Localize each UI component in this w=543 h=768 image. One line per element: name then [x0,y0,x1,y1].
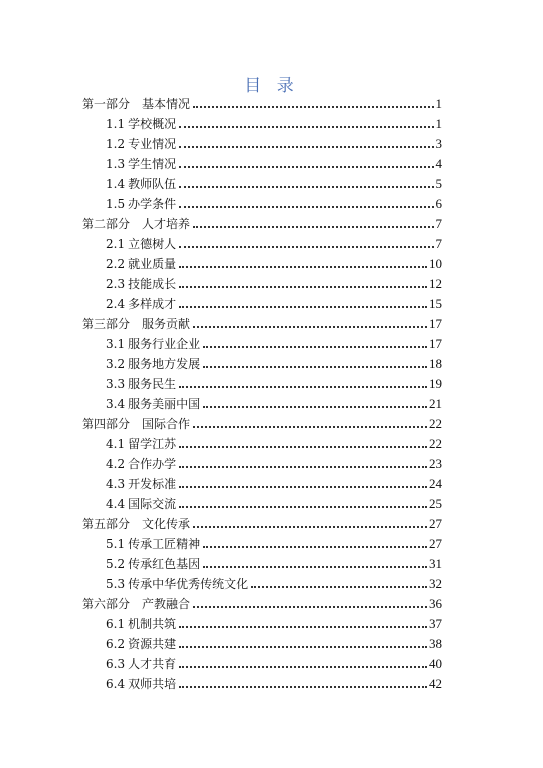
toc-entry-text: 开发标准 [128,477,177,491]
toc-entry-label [82,216,193,232]
toc-entry-label [106,616,179,632]
toc-entry-page-number: 18 [429,356,442,371]
dot-leader [179,306,427,308]
toc-entry-text: 就业质量 [128,257,177,271]
dot-leader [179,166,433,168]
toc-entry-label [106,576,251,592]
toc-entry-page-number: 21 [429,396,442,411]
toc-section-entry[interactable] [106,572,442,592]
toc-entry-text: 文化传承 [142,517,191,531]
toc-entry-number: 2.1 [106,237,126,251]
toc-entry-number: 4.2 [106,457,126,471]
toc-section-entry[interactable] [106,112,442,132]
toc-entry-page-number: 36 [429,596,442,611]
toc-entry-label [106,356,203,372]
toc-part-entry[interactable] [82,592,442,612]
toc-entry-label [106,236,179,252]
toc-entry-page-number: 17 [429,336,442,351]
toc-entry-number: 第一部分 [82,97,131,111]
toc-entry-page-number: 19 [429,376,442,391]
toc-entry-text: 学生情况 [128,157,177,171]
toc-entry-text: 教师队伍 [128,177,177,191]
dot-leader [179,506,427,508]
dot-leader [193,606,427,608]
toc-entry-text: 国际交流 [128,497,177,511]
toc-entry-number: 第四部分 [82,417,131,431]
toc-entry-text: 技能成长 [128,277,177,291]
toc-section-entry[interactable] [106,332,442,352]
toc-entry-page-number: 4 [435,156,442,171]
toc-section-entry[interactable] [106,652,442,672]
toc-section-entry[interactable] [106,252,442,272]
toc-section-entry[interactable] [106,132,442,152]
toc-entry-page-number: 37 [429,616,442,631]
toc-section-entry[interactable] [106,232,442,252]
toc-entry-number: 第五部分 [82,517,131,531]
toc-entry-label [106,436,179,452]
toc-section-entry[interactable] [106,472,442,492]
toc-entry-label [106,556,203,572]
toc-entry-number: 6.2 [106,637,126,651]
toc-entry-text: 机制共筑 [128,617,177,631]
toc-entry-label [82,516,193,532]
toc-section-entry[interactable] [106,272,442,292]
toc-entry-label [106,676,179,692]
toc-entry-number: 6.3 [106,657,126,671]
toc-entry-label [106,336,203,352]
toc-part-entry[interactable] [82,312,442,332]
toc-entry-page-number: 1 [435,116,442,131]
toc-section-entry[interactable] [106,612,442,632]
toc-entry-number: 3.3 [106,377,126,391]
toc-section-entry[interactable] [106,292,442,312]
dot-leader [203,346,427,348]
toc-entry-text: 服务地方发展 [128,357,201,371]
toc-section-entry[interactable] [106,172,442,192]
toc-entry-text: 专业情况 [128,137,177,151]
toc-entry-text: 人才共育 [128,657,177,671]
toc-entry-text: 合作办学 [128,457,177,471]
toc-part-entry[interactable] [82,412,442,432]
toc-entry-text: 办学条件 [128,197,177,211]
toc-section-entry[interactable] [106,152,442,172]
toc-entry-page-number: 22 [429,416,442,431]
toc-title: 目 录 [244,76,299,96]
toc-entry-number: 6.4 [106,677,126,691]
toc-section-entry[interactable] [106,192,442,212]
toc-section-entry[interactable] [106,672,442,692]
dot-leader [179,146,433,148]
toc-section-entry[interactable] [106,392,442,412]
dot-leader [203,366,427,368]
toc-entry-text: 服务民生 [128,377,177,391]
dot-leader [193,526,427,528]
toc-entry-page-number: 15 [429,296,442,311]
toc-entry-page-number: 1 [435,96,442,111]
toc-entry-number: 第三部分 [82,317,131,331]
toc-entry-label [106,376,179,392]
toc-entry-label [106,116,179,132]
toc-entry-label [106,276,179,292]
toc-entry-text: 留学江苏 [128,437,177,451]
toc-entry-text: 传承红色基因 [128,557,201,571]
dot-leader [179,646,427,648]
toc-section-entry[interactable] [106,372,442,392]
toc-entry-label [106,536,203,552]
toc-entry-text: 服务贡献 [142,317,191,331]
toc-entry-number: 3.4 [106,397,126,411]
toc-section-entry[interactable] [106,532,442,552]
toc-entry-page-number: 17 [429,316,442,331]
toc-entry-number: 1.2 [106,137,126,151]
toc-section-entry[interactable] [106,492,442,512]
toc-part-entry[interactable] [82,92,442,112]
toc-entry-page-number: 22 [429,436,442,451]
dot-leader [179,246,433,248]
dot-leader [179,386,427,388]
toc-entry-page-number: 5 [435,176,442,191]
toc-entry-number: 4.4 [106,497,126,511]
toc-entry-text: 产教融合 [142,597,191,611]
toc-section-entry[interactable] [106,632,442,652]
toc-section-entry[interactable] [106,452,442,472]
toc-entry-number: 5.2 [106,557,126,571]
toc-entry-text: 学校概况 [128,117,177,131]
dot-leader [179,686,427,688]
toc-entry-page-number: 7 [435,216,442,231]
dot-leader [179,486,427,488]
dot-leader [179,266,427,268]
toc-entry-text: 多样成才 [128,297,177,311]
dot-leader [193,226,433,228]
toc-entry-number: 6.1 [106,617,126,631]
toc-entry-label [106,156,179,172]
toc-entry-page-number: 12 [429,276,442,291]
toc-entry-label [82,596,193,612]
toc-entry-number: 2.3 [106,277,126,291]
toc-entry-text: 立德树人 [128,237,177,251]
toc-entry-label [106,476,179,492]
toc-section-entry[interactable] [106,552,442,572]
toc-entry-label [106,196,179,212]
toc-entry-text: 传承工匠精神 [128,537,201,551]
toc-entry-number: 1.1 [106,117,126,131]
dot-leader [179,186,433,188]
toc-entry-text: 服务行业企业 [128,337,201,351]
toc-entry-number: 3.1 [106,337,126,351]
toc-entry-text: 双师共培 [128,677,177,691]
toc-entry-page-number: 3 [435,136,442,151]
dot-leader [203,546,427,548]
toc-entry-label [106,396,203,412]
dot-leader [179,466,427,468]
toc-entry-label [106,136,179,152]
toc-entry-page-number: 40 [429,656,442,671]
toc-entry-text: 基本情况 [142,97,191,111]
toc-entry-text: 资源共建 [128,637,177,651]
toc-entry-label [106,496,179,512]
toc-entry-page-number: 38 [429,636,442,651]
toc-entry-number: 1.3 [106,157,126,171]
toc-entry-label [82,96,193,112]
toc-entry-page-number: 27 [429,516,442,531]
toc-part-entry[interactable] [82,212,442,232]
toc-part-entry[interactable] [82,512,442,532]
toc-entry-number: 第二部分 [82,217,131,231]
toc-entry-number: 4.1 [106,437,126,451]
toc-entry-page-number: 24 [429,476,442,491]
toc-entry-number: 2.2 [106,257,126,271]
dot-leader [179,666,427,668]
dot-leader [203,406,427,408]
toc-entry-page-number: 10 [429,256,442,271]
dot-leader [179,206,433,208]
dot-leader [203,566,427,568]
dot-leader [179,626,427,628]
toc-entry-page-number: 6 [435,196,442,211]
toc-entry-label [106,636,179,652]
toc-entry-label [82,416,193,432]
toc-entry-page-number: 42 [429,676,442,691]
toc-entry-label [82,316,193,332]
dot-leader [179,126,433,128]
toc-entry-text: 人才培养 [142,217,191,231]
dot-leader [251,586,427,588]
toc-entry-number: 第六部分 [82,597,131,611]
toc-entry-page-number: 23 [429,456,442,471]
toc-entry-number: 4.3 [106,477,126,491]
toc-entry-label [106,296,179,312]
toc-entry-number: 3.2 [106,357,126,371]
toc-entry-number: 1.5 [106,197,126,211]
toc-entry-text: 服务美丽中国 [128,397,201,411]
toc-entry-number: 5.3 [106,577,126,591]
toc-entry-number: 1.4 [106,177,126,191]
dot-leader [193,106,433,108]
toc-entry-label [106,656,179,672]
dot-leader [179,446,427,448]
toc-entry-text: 国际合作 [142,417,191,431]
toc-section-entry[interactable] [106,352,442,372]
dot-leader [193,426,427,428]
toc-entry-label [106,456,179,472]
toc-entry-page-number: 25 [429,496,442,511]
toc-entry-label [106,256,179,272]
dot-leader [179,286,427,288]
toc-entry-page-number: 32 [429,576,442,591]
toc-entry-label [106,176,179,192]
toc-entry-number: 5.1 [106,537,126,551]
toc-entry-page-number: 7 [435,236,442,251]
toc-section-entry[interactable] [106,432,442,452]
toc-entry-page-number: 27 [429,536,442,551]
toc-entry-number: 2.4 [106,297,126,311]
toc-entry-text: 传承中华优秀传统文化 [128,577,249,591]
dot-leader [193,326,427,328]
toc-entry-page-number: 31 [429,556,442,571]
